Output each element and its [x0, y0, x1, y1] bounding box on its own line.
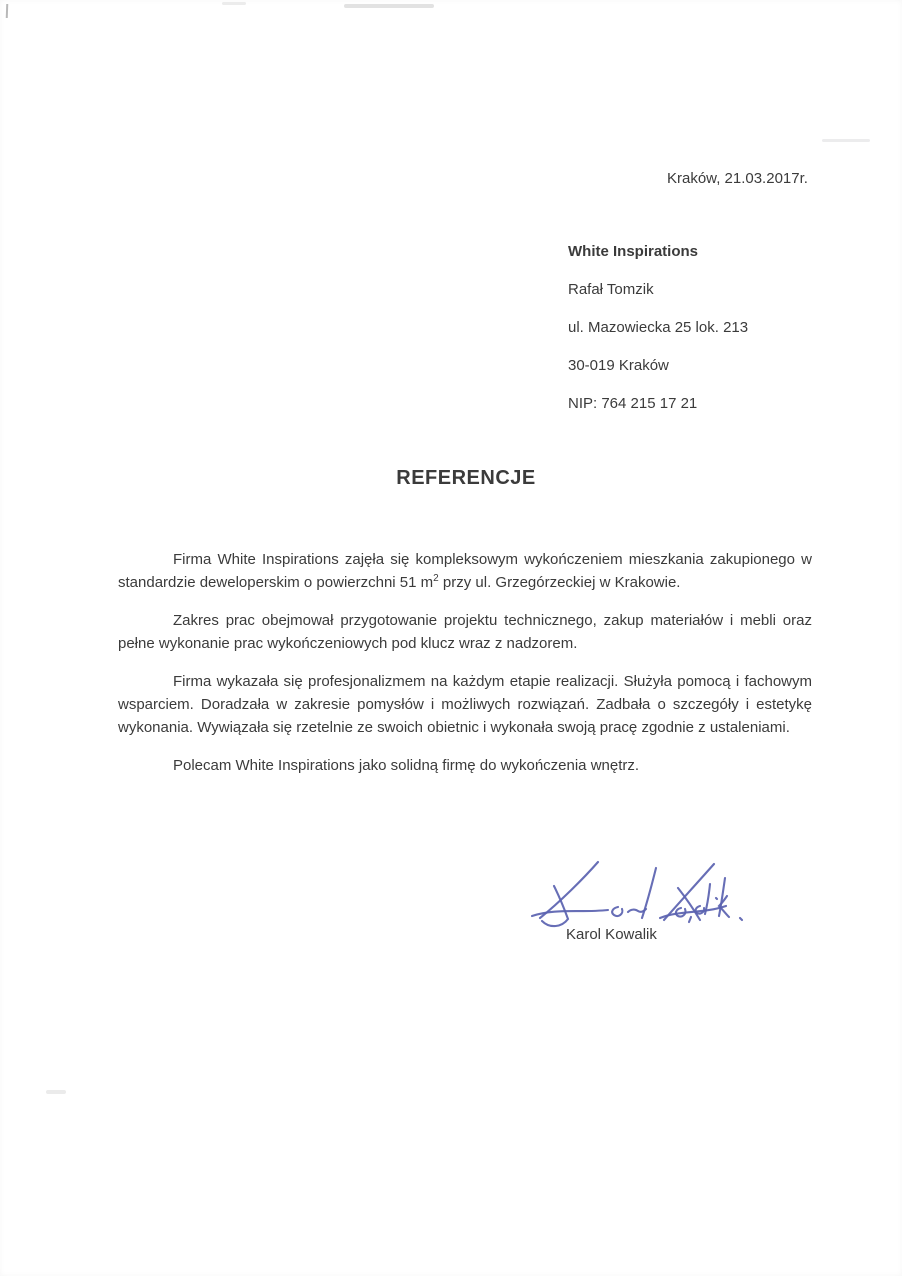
signature-stroke — [740, 918, 742, 920]
recipient-name: Rafał Tomzik — [568, 281, 654, 298]
paragraph-4: Polecam White Inspirations jako solidną firmę do wykończenia wnętrz. — [173, 757, 640, 774]
signature-ink-strokes — [528, 856, 768, 934]
date-line: Kraków, 21.03.2017r. — [667, 170, 808, 187]
scan-artifact — [822, 139, 870, 142]
document-title: REFERENCJE — [396, 467, 536, 489]
signature-stroke — [642, 868, 656, 918]
recipient-city: 30-019 Kraków — [568, 357, 669, 374]
signature-stroke — [540, 862, 598, 918]
scan-artifact — [344, 4, 434, 8]
paragraph-1 — [118, 548, 812, 594]
signature-stroke — [716, 898, 717, 899]
scan-artifact — [222, 2, 246, 5]
paragraph-3: Firma wykazała się profesjonalizmem na każdym etapie realizacji. Służyła pomocą i fachowym wsparciem. Doradzała w zakresie pomysłów i możliwych rozwiązań. Zadbała o szczegóły i estetykę wykonania. Wywiązała się rzetelnie ze swoich obietnic i wykonała swoją pracę zgodnie z ustaleniami. — [118, 673, 812, 736]
recipient-street: ul. Mazowiecka 25 lok. 213 — [568, 319, 749, 336]
handwritten-signature — [528, 856, 778, 934]
signatory-name: Karol Kowalik — [566, 926, 657, 943]
letter-body — [118, 548, 812, 792]
recipient-company: White Inspirations — [568, 243, 699, 260]
scan-artifact — [46, 1090, 66, 1094]
scan-artifact — [6, 4, 8, 18]
recipient-address-block — [568, 233, 748, 423]
superscript-2: 2 — [433, 573, 439, 584]
paragraph-1-text: Firma White Inspirations zajęła się kompleksowym wykończeniem mieszkania zakupionego w standardzie deweloperskim o powierzchni 51 m — [118, 551, 812, 591]
recipient-nip: NIP: 764 215 17 21 — [568, 395, 698, 412]
paragraph-1-text-cont: przy ul. Grzegórzeckiej w Krakowie. — [438, 574, 681, 591]
paragraph-2: Zakres prac obejmował przygotowanie projektu technicznego, zakup materiałów i mebli oraz pełne wykonanie prac wykończeniowych pod klucz wraz z nadzorem. — [118, 612, 812, 652]
signature-stroke — [612, 907, 622, 916]
signature-stroke — [689, 917, 691, 922]
